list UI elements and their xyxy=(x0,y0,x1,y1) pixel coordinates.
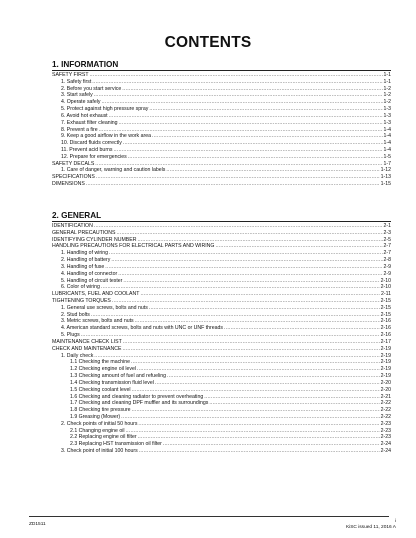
toc-entry-page: 2-19 xyxy=(380,345,391,352)
toc-entry-page: 2-16 xyxy=(380,332,391,339)
toc-entry-label: 1.5 Checking coolant level xyxy=(70,386,131,393)
toc-entry-page: 1-4 xyxy=(383,147,391,154)
toc-entry-page: 1-7 xyxy=(383,160,391,167)
toc-entry-label: 1. Handling of wiring xyxy=(61,250,109,257)
toc-entry-page: 2-21 xyxy=(380,393,391,400)
dot-leader xyxy=(139,448,380,455)
toc-entry-page: 2-7 xyxy=(383,243,391,250)
toc-entry-page: 2-19 xyxy=(380,373,391,380)
toc-entry-page: 2-22 xyxy=(380,400,391,407)
toc-entry-label: 1.1 Checking the machine xyxy=(70,359,130,366)
toc-entry-label: 1. General use screws, bolts and nuts xyxy=(61,304,148,311)
toc-entry-label: 10. Discard fluids correctly xyxy=(61,140,122,147)
toc-entry-label: 1.7 Checking and cleaning DPF muffler and its surroundings xyxy=(70,400,209,407)
toc-entry-label: CHECK AND MAINTENANCE xyxy=(52,345,122,352)
toc-entry-page: 1-4 xyxy=(383,133,391,140)
toc-entry-label: 1. Care of danger, warning and caution labels xyxy=(61,167,166,174)
toc-entry-label: 4. Handling of connector xyxy=(61,270,118,277)
toc-entry-label: 2. Stud bolts xyxy=(61,311,90,318)
toc-entry-page: 1-3 xyxy=(383,119,391,126)
toc-entry-page: 2-19 xyxy=(380,359,391,366)
toc-entry-label: 1.4 Checking transmission fluid level xyxy=(70,379,154,386)
toc-entry-page: 2-7 xyxy=(383,250,391,257)
toc-entry-page: 2-5 xyxy=(383,236,391,243)
toc-entry-label: 6. Color of wiring xyxy=(61,284,100,291)
toc-entry-page: 2-22 xyxy=(380,413,391,420)
toc-entry-page: 2-24 xyxy=(380,441,391,448)
toc-entry-page: 1-1 xyxy=(383,78,391,85)
toc-entry-page: 2-19 xyxy=(380,352,391,359)
toc-entry[interactable] xyxy=(61,448,391,455)
toc-entry-page: 2-1 xyxy=(383,223,391,229)
toc-entry-label: SPECIFICATIONS xyxy=(52,174,95,181)
toc-entry-page: 2-24 xyxy=(380,448,391,455)
toc-entry-page: 1-3 xyxy=(383,106,391,113)
toc-entry-label: TIGHTENING TORQUES xyxy=(52,298,111,305)
toc-entry-label: 2. Check points of initial 50 hours xyxy=(61,420,138,427)
toc-entry-page: 2-11 xyxy=(381,291,391,298)
footer-document-code: ZD1511 xyxy=(29,522,46,527)
toc-entry-label: 1.6 Checking and cleaning radiator to prevent overheating xyxy=(70,393,204,400)
toc-entry-label: MAINTENANCE CHECK LIST xyxy=(52,338,122,345)
toc-entry-page: 1-3 xyxy=(383,112,391,119)
toc-entry-label: DIMENSIONS xyxy=(52,181,85,188)
toc-entry-page: 2-10 xyxy=(380,277,391,284)
toc-entry-page: 2-10 xyxy=(380,284,391,291)
toc-entry-page: 1-5 xyxy=(383,153,391,160)
toc-entry-page: 2-23 xyxy=(380,427,391,434)
toc-entry-label: 2.3 Replacing HST transmission oil filter xyxy=(70,441,162,448)
toc-entry-page: 2-20 xyxy=(380,386,391,393)
toc-entry-page: 2-22 xyxy=(380,407,391,414)
toc-entry-page: 2-17 xyxy=(380,338,391,345)
toc-entry-label: 8. Prevent a fire xyxy=(61,126,98,133)
section-rule xyxy=(52,221,391,222)
toc-entry-label: 5. Plugs xyxy=(61,332,80,339)
toc-entry-label: LUBRICANTS, FUEL AND COOLANT xyxy=(52,291,140,298)
toc-entry-page: 2-19 xyxy=(380,366,391,373)
toc-entry-page: 2-9 xyxy=(383,270,391,277)
toc-entry-label: 1. Daily check xyxy=(61,352,94,359)
toc-entry-label: IDENTIFYING CYLINDER NUMBER xyxy=(52,236,137,243)
page-title: CONTENTS xyxy=(164,34,252,51)
toc-entry-page: 1-4 xyxy=(383,140,391,147)
toc-entry-page: 1-2 xyxy=(383,99,391,106)
toc-entry-label: 2.1 Changing engine oil xyxy=(70,427,125,434)
toc-entry-label: 12. Prepare for emergencies xyxy=(61,153,127,160)
toc-entry-label: IDENTIFICATION xyxy=(52,223,93,229)
toc-entry-page: 2-16 xyxy=(380,318,391,325)
section-rule xyxy=(52,70,391,71)
toc-entry-label: SAFETY DECALS xyxy=(52,160,95,167)
toc-entry-label: 2. Handling of battery xyxy=(61,257,111,264)
toc-entry-label: 3. Check point of initial 100 hours xyxy=(61,448,138,455)
toc-entry-page: 2-16 xyxy=(380,325,391,332)
toc-entry-page: 2-9 xyxy=(383,263,391,270)
toc-entry-label: 3. Start safely xyxy=(61,92,93,99)
toc-entry-label: 2. Before you start service xyxy=(61,85,122,92)
toc-entry-label: 3. Handling of fuse xyxy=(61,263,105,270)
toc-entry-page: 1-13 xyxy=(380,174,391,181)
toc-entry-label: 9. Keep a good airflow in the work area xyxy=(61,133,151,140)
toc-entry-label: 1.9 Greasing (Mower) xyxy=(70,413,121,420)
toc-entry[interactable] xyxy=(52,181,391,188)
dot-leader xyxy=(86,181,380,188)
toc-entry-page: 2-3 xyxy=(383,229,391,236)
toc-entry-label: HANDLING PRECAUTIONS FOR ELECTRICAL PARTS AND WIRING xyxy=(52,243,215,250)
toc-entry-page: 1-4 xyxy=(383,126,391,133)
toc-entry-label: 1.3 Checking amount of fuel and refueling xyxy=(70,373,167,380)
toc-entry-page: 2-15 xyxy=(380,311,391,318)
toc-entry-label: 7. Exhaust filter cleaning xyxy=(61,119,118,126)
toc-entry-label: 1.8 Checking tire pressure xyxy=(70,407,131,414)
toc-entry-label: 5. Handling of circuit tester xyxy=(61,277,123,284)
footer-issue: KiSC issued 11, 2016 A xyxy=(345,525,396,530)
toc-entry-page: 1-1 xyxy=(383,72,391,78)
footer-info xyxy=(346,519,396,531)
toc-entry-page: 2-23 xyxy=(380,420,391,427)
toc-entry-label: 5. Protect against high pressure spray xyxy=(61,106,149,113)
toc-entry-page: 1-15 xyxy=(380,181,391,188)
toc-entry-label: SAFETY FIRST xyxy=(52,72,89,78)
toc-entry-label: 1. Safety first xyxy=(61,78,92,85)
toc-entry-page: 2-23 xyxy=(380,434,391,441)
toc-entry-label: 11. Prevent acid burns xyxy=(61,147,113,154)
toc-entry-label: 2.2 Replacing engine oil filter xyxy=(70,434,137,441)
toc-entry-page: 2-20 xyxy=(380,379,391,386)
toc-entry-label: 4. American standard screws, bolts and nuts with UNC or UNF threads xyxy=(61,325,224,332)
toc-entry-label: 1.2 Checking engine oil level xyxy=(70,366,137,373)
toc-entry-page: 1-2 xyxy=(383,92,391,99)
section-heading: 2. GENERAL xyxy=(52,211,102,220)
toc-entry-label: 6. Avoid hot exhaust xyxy=(61,112,108,119)
toc-entry-label: 3. Metric screws, bolts and nuts xyxy=(61,318,134,325)
toc-entry-page: 2-15 xyxy=(380,304,391,311)
footer-divider xyxy=(29,516,389,517)
toc-entry-page: 2-8 xyxy=(383,257,391,264)
footer-page-number: i xyxy=(394,519,396,524)
toc-entry-page: 1-2 xyxy=(383,85,391,92)
toc-entry-label: 4. Operate safely xyxy=(61,99,101,106)
toc-entry-label: GENERAL PRECAUTIONS xyxy=(52,229,116,236)
toc-entry-page: 1-12 xyxy=(380,167,391,174)
section-heading: 1. INFORMATION xyxy=(52,60,119,69)
toc-entry-page: 2-15 xyxy=(380,298,391,305)
